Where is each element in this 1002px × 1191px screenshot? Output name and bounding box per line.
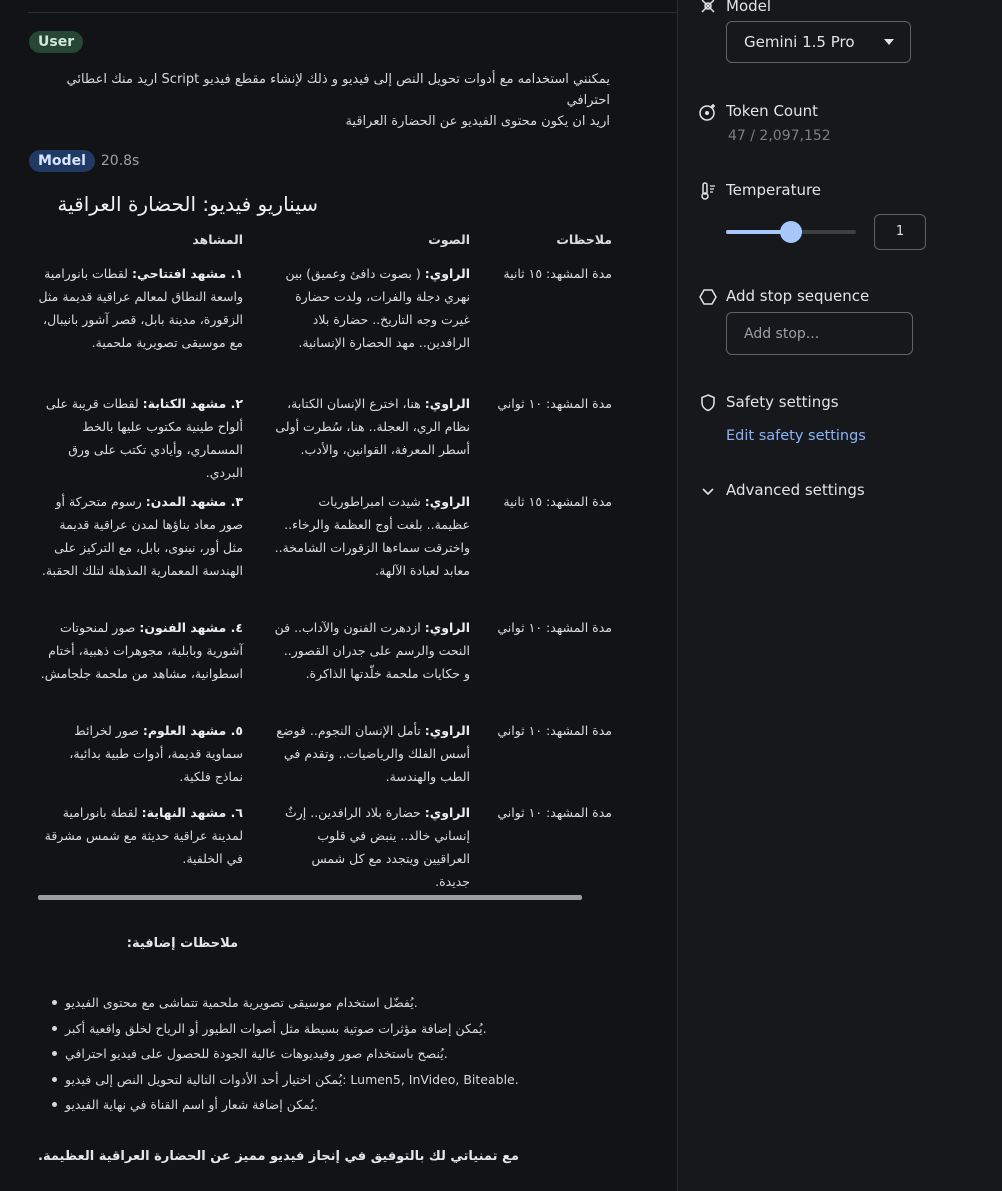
voice-text: هنا، اخترع الإنسان الكتابة، نظام الري، العجلة.. هنا، سُطرت أولى أسطر المعرفة، القوانين، والأدب. xyxy=(275,396,470,457)
bullet-icon xyxy=(52,1051,57,1056)
scene-title: ٤. مشهد الفنون: xyxy=(139,620,243,635)
list-item xyxy=(38,1041,598,1067)
narrator-label: الراوي: xyxy=(424,620,470,635)
model-badge: Model xyxy=(29,150,95,172)
header-voice: الصوت xyxy=(428,232,470,247)
scene-text: لقطة بانورامية لمدينة عراقية حديثة مع شمس مشرقة في الخلفية. xyxy=(44,805,243,866)
chevron-down-icon xyxy=(884,39,894,45)
model-select[interactable] xyxy=(726,21,911,63)
closing-line: مع تمنياتي لك بالتوفيق في إنجاز فيديو مميز عن الحضارة العراقية العظيمة. xyxy=(38,1149,519,1164)
model-header xyxy=(29,150,139,172)
safety-settings-label: Safety settings xyxy=(726,393,839,411)
list-item-text: يُفضّل استخدام موسيقى تصويرية ملحمية تتماشى مع محتوى الفيديو. xyxy=(65,995,418,1010)
bullet-icon xyxy=(52,1026,57,1031)
note-cell: مدة المشهد: ١٥ ثانية xyxy=(503,266,612,281)
scene-cell xyxy=(38,616,243,685)
temperature-input[interactable]: 1 xyxy=(874,214,926,250)
user-message-line: يمكنني استخدامه مع أدوات تحويل النص إلى فيديو و ذلك لإنشاء مقطع فيديو Script اريد منك اعطائي xyxy=(66,72,610,87)
voice-text: ازدهرت الفنون والآداب.. فن النحت والرسم على جدران القصور.. و حكايات ملحمة خلّدتها الذاكرة. xyxy=(274,620,470,681)
voice-text: ( بصوت دافئ وعميق) بين نهري دجلة والفرات، ولدت حضارة غيرت وجه التاريخ.. حضارة بلاد الرافدين.. مهد الحضارة الإنسانية. xyxy=(285,266,470,350)
scene-title: ٣. مشهد المدن: xyxy=(145,494,243,509)
divider xyxy=(28,12,677,13)
voice-text: تأمل الإنسان النجوم.. فوضع أسس الفلك والرياضيات.. وتقدم في الطب والهندسة. xyxy=(276,723,470,784)
scene-text: صور لخرائط سماوية قديمة، أدوات طبية بدائية، نماذج فلكية. xyxy=(69,723,243,784)
token-count-value: 47 / 2,097,152 xyxy=(728,128,831,144)
model-select-value: Gemini 1.5 Pro xyxy=(744,33,855,51)
voice-cell xyxy=(274,616,470,685)
scene-title: ٦. مشهد النهاية: xyxy=(141,805,243,820)
token-count-icon xyxy=(698,102,718,122)
voice-cell xyxy=(274,392,470,461)
scene-cell xyxy=(38,262,243,354)
bullet-icon xyxy=(52,1102,57,1107)
shield-icon xyxy=(698,393,718,413)
list-item-text: يُمكن اختيار أحد الأدوات التالية لتحويل النص إلى فيديو: Lumen5, InVideo, Biteable. xyxy=(65,1071,519,1087)
list-item xyxy=(38,1067,598,1093)
edit-safety-settings-link[interactable]: Edit safety settings xyxy=(726,428,866,444)
note-cell: مدة المشهد: ١٠ ثواني xyxy=(497,805,612,820)
header-scenes: المشاهد xyxy=(192,232,243,247)
user-badge: User xyxy=(29,31,83,53)
note-cell: مدة المشهد: ١٥ ثانية xyxy=(503,494,612,509)
table-horizontal-scrollbar[interactable] xyxy=(38,895,582,900)
narrator-label: الراوي: xyxy=(424,805,470,820)
token-count-label: Token Count xyxy=(726,102,818,120)
stop-sequence-input[interactable] xyxy=(726,312,913,355)
temperature-slider[interactable] xyxy=(726,230,856,234)
voice-text: شيدت امبراطوريات عظيمة.. بلغت أوج العظمة والرخاء.. واخترقت سماءها الزقورات الشامخة.. معابد لعبادة الآلهة. xyxy=(274,494,470,578)
advanced-settings-toggle[interactable]: Advanced settings xyxy=(726,481,865,499)
scene-text: صور لمنحوتات آشورية وبابلية، مجوهرات ذهبية، أختام اسطوانية، مشاهد من ملحمة جلجامش. xyxy=(40,620,243,681)
script-title: سيناريو فيديو: الحضارة العراقية xyxy=(57,192,318,216)
user-message-line: احترافي xyxy=(566,93,610,108)
thermometer-icon xyxy=(698,181,718,201)
voice-cell xyxy=(274,490,470,582)
list-item xyxy=(38,1092,598,1118)
scene-title: ١. مشهد افتتاحي: xyxy=(131,266,243,281)
list-item-text: يُمكن إضافة مؤثرات صوتية بسيطة مثل أصوات الطيور أو الرياح لخلق واقعية أكبر. xyxy=(65,1020,487,1036)
scene-title: ٢. مشهد الكتابة: xyxy=(142,396,243,411)
model-label: Model xyxy=(726,0,772,15)
extra-notes-title: ملاحظات إضافية: xyxy=(126,936,238,951)
scene-text: لقطات بانورامية واسعة النطاق لمعالم عراقية قديمة مثل الزقورة، مدينة بابل، قصر آشور بانيبال، مع موسيقى تصويرية ملحمية. xyxy=(38,266,243,350)
chevron-down-icon[interactable] xyxy=(698,481,718,501)
hexagon-icon xyxy=(698,287,718,307)
run-settings-panel xyxy=(678,0,1002,1191)
list-item-text: يُمكن إضافة شعار أو اسم القناة في نهاية الفيديو. xyxy=(65,1097,318,1112)
scene-cell xyxy=(38,719,243,788)
user-message[interactable] xyxy=(30,69,610,132)
narrator-label: الراوي: xyxy=(424,266,470,281)
stop-sequence-label: Add stop sequence xyxy=(726,287,870,305)
scene-text: لقطات قريبة على ألواح طينية مكتوب عليها بالخط المسماري، وأيادي تكتب على ورق البردي. xyxy=(45,396,243,480)
voice-cell xyxy=(274,719,470,788)
bullet-icon xyxy=(52,1000,57,1005)
list-item-text: يُنصح باستخدام صور وفيديوهات عالية الجودة للحصول على فيديو احترافي. xyxy=(65,1046,448,1061)
voice-cell xyxy=(274,801,470,893)
voice-text: حضارة بلاد الرافدين.. إرثٌ إنساني خالد.. ينبض في قلوب العراقيين ويتجدد مع كل شمس جديدة. xyxy=(284,805,470,889)
extra-notes-list xyxy=(38,990,598,1118)
list-item xyxy=(38,1016,598,1042)
model-icon xyxy=(698,0,718,16)
header-notes: ملاحظات xyxy=(556,232,612,247)
temperature-label: Temperature xyxy=(726,181,822,199)
temperature-slider-thumb[interactable] xyxy=(780,221,802,243)
list-item xyxy=(38,990,598,1016)
scene-cell xyxy=(38,490,243,582)
narrator-label: الراوي: xyxy=(424,494,470,509)
narrator-label: الراوي: xyxy=(424,723,470,738)
note-cell: مدة المشهد: ١٠ ثواني xyxy=(497,723,612,738)
user-message-line: اريد ان يكون محتوى الفيديو عن الحضارة العراقية xyxy=(345,114,610,129)
scene-cell xyxy=(38,392,243,484)
elapsed-time: 20.8s xyxy=(100,153,140,169)
voice-cell xyxy=(274,262,470,354)
bullet-icon xyxy=(52,1077,57,1082)
note-cell: مدة المشهد: ١٠ ثواني xyxy=(497,620,612,635)
scene-text: رسوم متحركة أو صور معاد بناؤها لمدن عراقية قديمة مثل أور، نينوى، بابل، مع التركيز على الهندسة المعمارية المذهلة لتلك الحقبة. xyxy=(41,494,243,578)
scene-title: ٥. مشهد العلوم: xyxy=(142,723,243,738)
narrator-label: الراوي: xyxy=(424,396,470,411)
note-cell: مدة المشهد: ١٠ ثواني xyxy=(497,396,612,411)
scene-cell xyxy=(38,801,243,870)
